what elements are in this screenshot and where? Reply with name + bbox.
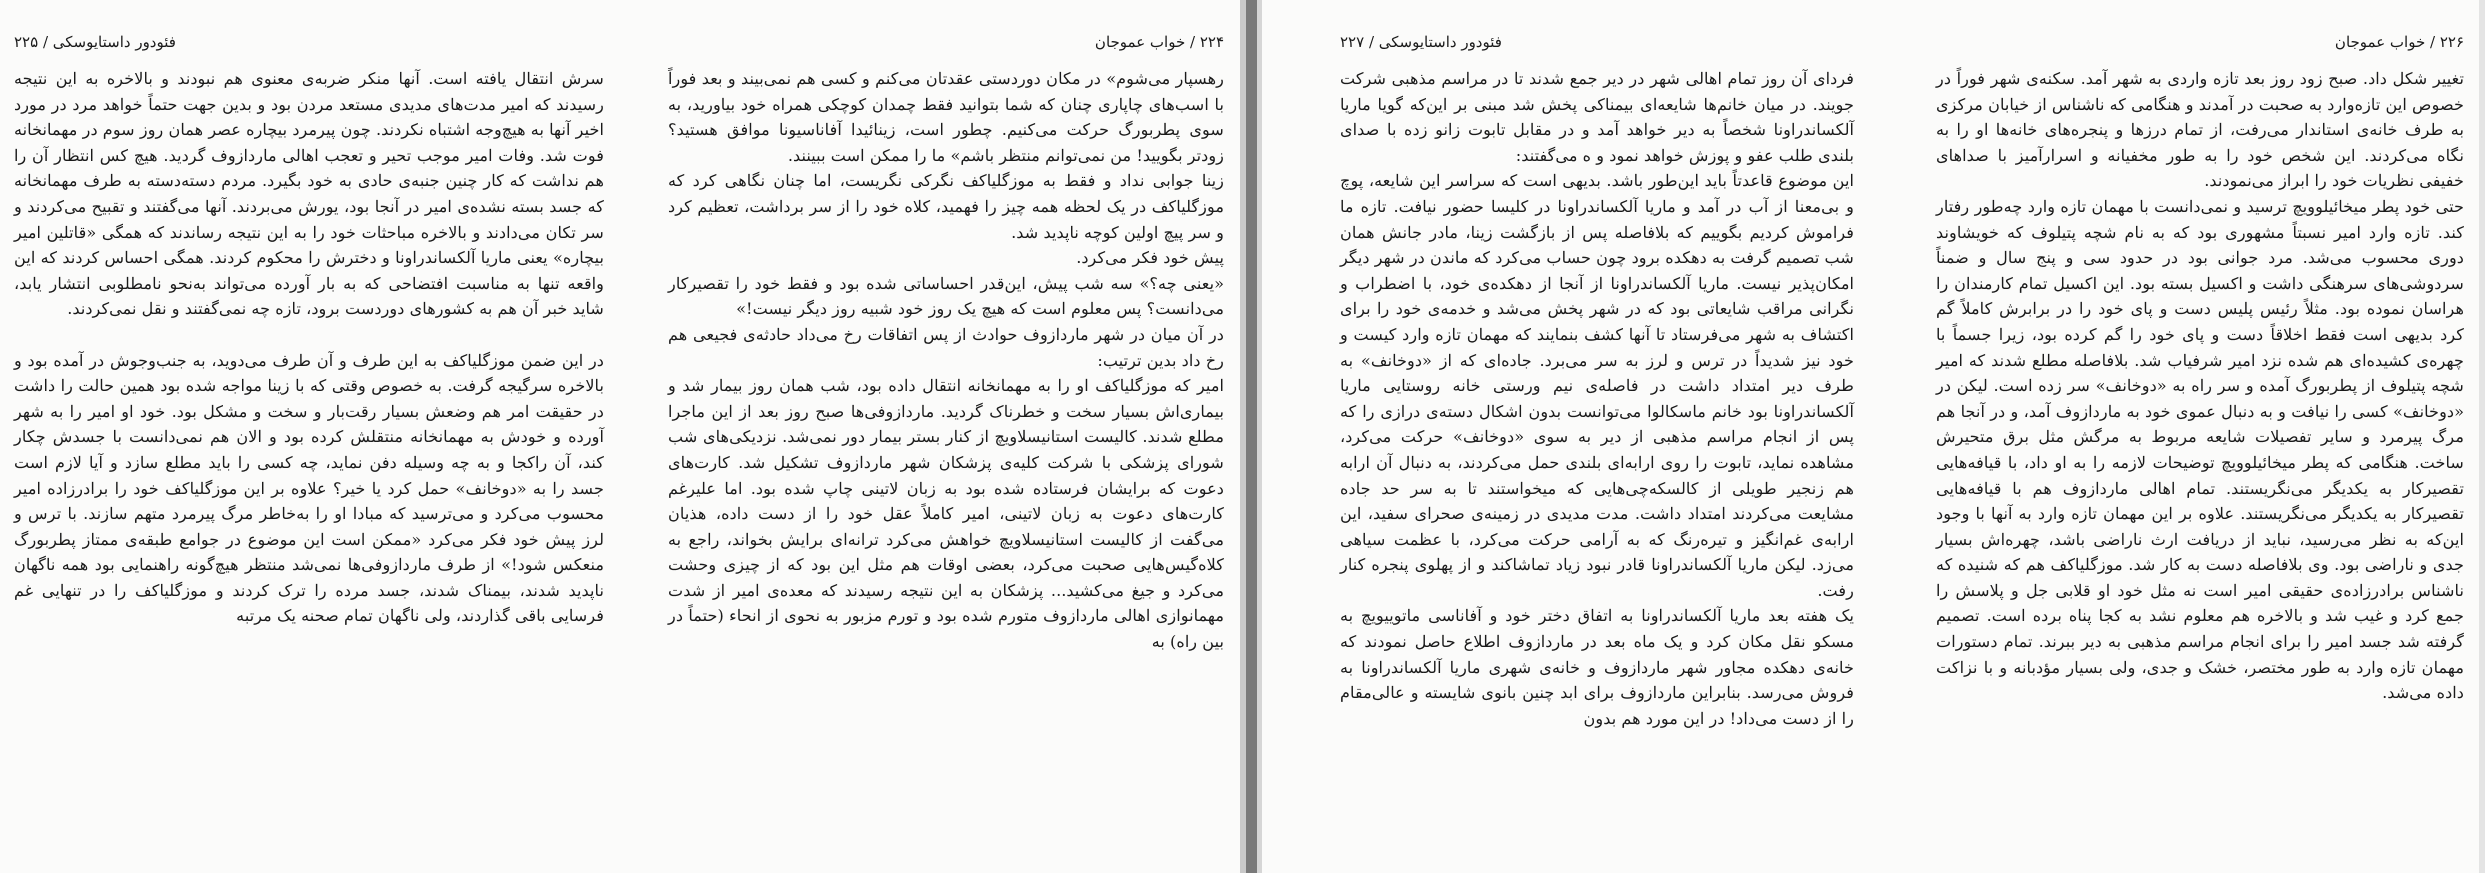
paragraph: فردای آن روز تمام اهالی شهر در دیر جمع شدند تا در مراسم مذهبی شرکت جویند. در میان خانم‌ها شایعه‌ای بیمناکی پخش شد مبنی بر این‌که گویا ماریا آلکساندراونا شخصاً به دیر خواهد آمد و در مقابل تابوت زانو زده با صدای بلندی طلب عفو و پوزش خواهد نمود و ه‌ می‌گفتند: <box>1340 69 1854 165</box>
paragraph: حتی خود پطر میخائیلوویچ ترسید و نمی‌دانست با مهمان تازه وارد چه‌طور رفتار کند. تازه وارد امیر نسبتاً مشهوری بود که به نام شچه پتیلوف که خویشاوند دوری محسوب می‌شد. مرد جوانی بود در حدود سی و پنج سال و ضمناً سردوشی‌های سرهنگی داشت و اکسیل بسته بود. این اکسیل تمام کارمندان را هراسان نموده بود. مثلاً رئیس پلیس دست و پای خود را در برابرش کاملاً گم کرد بدیهی است فقط اخلاقاً دست و پای خود را گم کرده بود، زیرا جسماً با چهره‌ی کشیده‌ای هم شده نزد امیر شرفیاب شد. بلافاصله مطلع شدند که امیر شچه پتیلوف از پطربورگ آمده و سر راه به «دوخانف» سر زده است. لیکن در «دوخانف» کسی را نیافت و به دنبال عموی خود به ماردازوف آمد، و در آنجا هم مرگ پیرمرد و سایر تفصیلات شایعه مربوط به مرگش مثل برق متحیرش ساخت. هنگامی که پطر میخائیلوویچ توضیحات لازمه را به او داد، با قیافه‌هایی تقصیرکار به یکدیگر می‌نگریستند. تمام اهالی ماردازوف هم با قیافه‌هایی تقصیرکار به یکدیگر می‌نگریستند. علاوه بر این مهمان تازه وارد به آنها با وجود این‌که به نظر می‌رسید، نباید از دریافت ارث ناراضی باشد، چهره‌اش بسیار جدی و ناراضی بود. وی بلافاصله دست به کار شد. موزگلیاکف هم که شنیده که ناشناس برادرزاده‌ی حقیقی امیر است نه مثل خود او قلابی جل و پلاسش را جمع کرد و غیب شد و بالاخره هم معلوم نشد به کجا پناه برده است. تصمیم گرفته شد جسد امیر را برای انجام مراسم مذهبی به دیر ببرند. تمام دستورات مهمان تازه وارد به طور مختصر، خشک و جدی، ولی بسیار مؤدبانه و با نزاکت داده می‌شد. <box>1936 196 2464 703</box>
page-226-text <box>1936 66 2464 706</box>
running-title: ۲۲۴ / خواب عموجان <box>1094 33 1224 51</box>
page-224-text <box>668 66 1224 655</box>
paragraph: زینا جوابی نداد و فقط به موزگلیاکف نگرکی نگریست، اما چنان نگاهی کرد که موزگلیاکف در یک لحظه همه چیز را فهمید، کلاه خود را از سر برداشت، تعظیم کرد و سر پیچ اولین کوچه ناپدید شد. <box>668 171 1224 242</box>
paragraph: «یعنی چه؟» سه شب پیش، این‌قدر احساساتی شده بود و فقط خود را تقصیرکار می‌دانست؟ پس معلوم است که هیچ یک روز خود شبیه روز دیگر نیست!» <box>668 273 1224 319</box>
page-227-header <box>1340 30 1854 54</box>
page-number: فئودور داستایوسکی / ۲۲۵ <box>14 33 176 51</box>
paragraph: در آن میان در شهر ماردازوف حوادث از پس اتفاقات رخ می‌داد حادثه‌ی فجیعی هم رخ داد بدین ترتیب: <box>668 324 1224 370</box>
right-spread <box>1262 0 2485 873</box>
page-number: فئودور داستایوسکی / ۲۲۷ <box>1340 33 1502 51</box>
paragraph: سرش انتقال یافته است. آنها منکر ضربه‌ی معنوی هم نبودند و بالاخره به این نتیجه رسیدند که امیر مدت‌های مدیدی مستعد مردن بود و بدین جهت حتماً خواهد مرد در مورد اخیر آنها به هیچ‌وجه اشتباه نکردند. چون پیرمرد بیچاره عصر همان روز سوم در مهمانخانه فوت شد. وفات امیر موجب تحیر و تعجب اهالی ماردازوف گردید. هیچ کس انتظار آن را هم نداشت که کار چنین جنبه‌ی حادی به خود بگیرد. مردم دسته‌دسته به طرف مهمانخانه که جسد بسته نشده‌ی امیر در آنجا بود، یورش می‌بردند. آنها می‌گفتند و تقبیح می‌کردند و سر تکان می‌دادند و بالاخره مباحثات خود را به این نتیجه رساندند که همگی «قاتلین امیر بیچاره» یعنی ماریا آلکساندراونا و دخترش را محکوم کردند. همگی احساس کردند که این واقعه تنها به مناسبت افتضاحی که به بار آورده می‌تواند به‌نحو نامطلوبی انتشار یابد، شاید خبر آن هم به کشورهای دوردست برود، تازه چه نمی‌گفتند و نقل نمی‌کردند. <box>13 69 604 319</box>
paragraph: رهسپار می‌شوم» در مکان دوردستی عقدتان می‌کنم و کسی هم نمی‌بیند و بعد فوراً با اسب‌های چاپاری چنان که شما بتوانید فقط چمدان کوچکی همراه خود بیاورید، به سوی پطربورگ حرکت می‌کنیم. چطور است، زینائیدا آفاناسیونا موافق هستید؟ زودتر بگویید! من نمی‌توانم منتظر باشم» ما را ممکن است ببینند. <box>668 69 1224 165</box>
page-edge <box>2479 0 2485 873</box>
paragraph: پیش خود فکر می‌کرد. <box>1076 248 1224 268</box>
page-226-header <box>1936 30 2464 54</box>
left-spread <box>0 0 1240 873</box>
paragraph: این موضوع قاعدتاً باید این‌طور باشد. بدیهی است که سراسر این شایعه، پوچ و بی‌معنا از آب در آمد و ماریا آلکساندراونا در کلیسا حضور نیافت. تازه ما فراموش کردیم بگوییم که بلافاصله پس از بازگشت زینا، مادر جانش همان شب تصمیم گرفت به دهکده برود چون حساب می‌کرد که ماندن در شهر دیگر امکان‌پذیر نیست. ماریا آلکساندراونا از آنجا از دهکده‌ی خود، با اضطراب و نگرانی مراقب شایعاتی بود که در شهر پخش می‌شد و خدمه‌ی خود را برای اکتشاف به شهر می‌فرستاد تا آنها کشف بنمایند که مهمان تازه وارد کیست و خود نیز شدیداً در ترس و لرز به سر می‌برد. جاده‌ای که از «دوخانف» به طرف دیر امتداد داشت در فاصله‌ی نیم ورستی خانه روستایی ماریا آلکساندراونا بود خانم ماسکالوا می‌توانست بدون اشکال دسته‌ی درازی را که پس از انجام مراسم مذهبی از دیر به سوی «دوخانف» حرکت می‌کرد، مشاهده نماید، تابوت را روی ارابه‌ای بلندی حمل می‌کردند، به دنبال آن ارابه هم زنجیر طویلی از کالسکه‌چی‌هایی که میخواستند تا به سر حد جاده مشایعت می‌کردند امتداد داشت. مدت مدیدی در زمینه‌ی صحرای سفید، این ارابه‌ی غم‌انگیز و تیره‌رنگ که به آرامی حرکت می‌کرد، با عظمت سیاهی می‌زد. لیکن ماریا آلکساندراونا قادر نبود زیاد تماشاکند و از پهلوی پنجره کنار رفت. <box>1340 171 1854 600</box>
running-title: ۲۲۶ / خواب عموجان <box>2334 33 2464 51</box>
page-225-header <box>14 30 604 54</box>
paragraph: امیر که موزگلیاکف او را به مهمانخانه انتقال داده بود، شب همان روز بیمار شد و بیماری‌اش بسیار سخت و خطرناک گردید. ماردازوفی‌ها صبح روز بعد از این ماجرا مطلع شدند. کالیست استانیسلاویچ از کنار بستر بیمار دور نمی‌شد. نزدیکی‌های شب شورای پزشکی با شرکت کلیه‌ی پزشکان شهر ماردازوف تشکیل شد. کارت‌های دعوت که برایشان فرستاده شده بود به زبان لاتینی چاپ شده بود. اما علیرغم کارت‌های دعوت به زبان لاتینی، امیر کاملاً عقل خود را از دست داده، هذیان می‌گفت از کالیست استانیسلاویچ خواهش می‌کرد ترانه‌ای برایش بخواند، راجع به کلاه‌گیس‌هایی صحبت می‌کرد، بعضی اوقات هم مثل این بود که از چیزی وحشت می‌کرد و جیغ می‌کشید... پزشکان به این نتیجه رسیدند که معده‌ی امیر از شدت مهمانوازی اهالی ماردازوف متورم شده بود و تورم مزبور به نحوی از انحاء (حتماً در بین راه) به <box>668 376 1224 652</box>
paragraph: تغییر شکل داد. صبح زود روز بعد تازه واردی به شهر آمد. سکنه‌ی شهر فوراً در خصوص این تازه‌وارد به صحبت در آمدند و هنگامی که ناشناس از خیابان مرکزی به طرف خانه‌ی استاندار می‌رفت، از تمام درزها و پنجره‌های خانه‌ها او را به نگاه می‌کردند. این شخص خود را به طور مخفیانه و اسرارآمیز با صداهای خفیفی نظریات خود را ابراز می‌نمودند. <box>1936 69 2464 191</box>
paragraph: یک هفته بعد ماریا آلکساندراونا به اتفاق دختر خود و آفاناسی ماتوییویچ به مسکو نقل مکان کرد و یک ماه بعد در ماردازوف اطلاع حاصل نمودند که خانه‌ی دهکده مجاور شهر ماردازوف و خانه‌ی شهری ماریا آلکساندراونا به فروش می‌رسد. بنابراین ماردازوف برای ابد چنین بانوی شایسته و عالی‌مقام را از دست می‌داد! در این مورد هم بدون <box>1340 606 1854 728</box>
book-spine <box>1240 0 1262 873</box>
page-225-text <box>14 66 604 629</box>
page-227-text <box>1340 66 1854 731</box>
page-224-header <box>668 30 1224 54</box>
paragraph: در این ضمن موزگلیاکف به این طرف و آن طرف می‌دوید، به جنب‌وجوش در آمده بود و بالاخره سرگیجه گرفت. به خصوص وقتی که با زینا مواجه شده بود همین حالت را داشت در حقیقت امر هم وضعش بسیار رقت‌بار و سخت و مشکل بود. خود او امیر را به شهر آورده و خودش به مهمانخانه منتقلش کرده بود و الان هم نمی‌دانست با جسدش چکار کند، آن راکجا و به چه وسیله دفن نماید، چه کسی را باید مطلع سازد و آیا لازم است جسد را به «دوخانف» حمل کرد یا خیر؟ علاوه بر این موزگلیاکف خود را برادرزاده امیر محسوب می‌کرد و می‌ترسید که مبادا او را به‌خاطر مرگ پیرمرد متهم سازند. با ترس و لرز پیش خود فکر می‌کرد «ممکن است این موضوع در جوامع طبقه‌ی ممتاز پطربورگ منعکس شود!» از طرف ماردازوفی‌ها نمی‌شد منتظر هیچ‌گونه راهنمایی بود همه ناگهان ناپدید شدند، بیمناک شدند، جسد مرده را ترک کردند و موزگلیاکف را در تنهایی غم فرسایی باقی گذاردند، ولی ناگهان تمام صحنه یک مرتبه <box>14 350 604 626</box>
